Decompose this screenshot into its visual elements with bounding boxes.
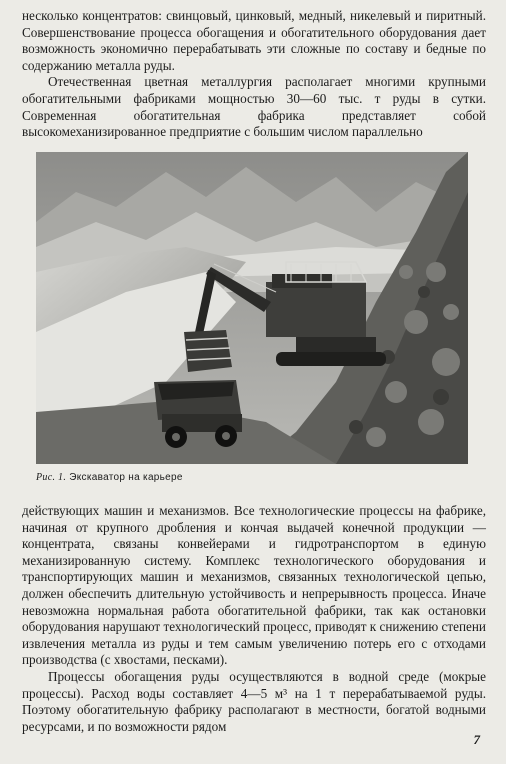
paragraph-water: Процессы обогащения руды осуществляются в водной среде (мокрые процессы). Расход воды составляет 4—5 м³ на 1 т перерабатываемой руды. Поэтому обогатительную фабрику располагают в местности, богатой водными ресурсами, и по возможности рядом (22, 668, 486, 734)
paragraph-machines: действующих машин и механизмов. Все технологические процессы на фабрике, начиная от крупного дробления и кончая выдачей конечной продукции — концентрата, связаны конвейерами и гидротранспортом в единую механизированную систему. Комплекс технологического оборудования и транспортирующих машин и механизмов, связанных технологической цепью, должен обеспечить длительную устойчивость и непрерывность процесса. Иначе невозможна нормальная работа обогатительной фабрики, так как остановки оборудования нарушают технологический процесс, приводят к снижению степени извлечения металла из руды и тем самым увеличению потерь его с отходами производства (с хвостами, песками). (22, 503, 486, 668)
caption-label: Рис. 1. (36, 472, 67, 483)
page-number: 7 (473, 732, 480, 747)
paragraph-metallurgy: Отечественная цветная металлургия располагает многими крупными обогатительными фабриками мощностью 30—60 тыс. т руды в сутки. Современная обогатительная фабрика представляет собой высокомеханизированное предприятие с большим числом параллельно (22, 74, 486, 140)
caption-text: Экскаватор на карьере (69, 472, 183, 483)
top-text-block (22, 8, 486, 141)
paragraph-continuation: несколько концентратов: свинцовый, цинковый, медный, никелевый и пиритный. Совершенствование процесса обогащения и обогатительного оборудования дает возможность экономично перерабатывать эти сложные по составу и бедные по содержанию металла руды. (22, 8, 486, 73)
bottom-text-block (22, 503, 486, 735)
excavator-photo (36, 152, 468, 464)
figure-caption (36, 472, 183, 483)
